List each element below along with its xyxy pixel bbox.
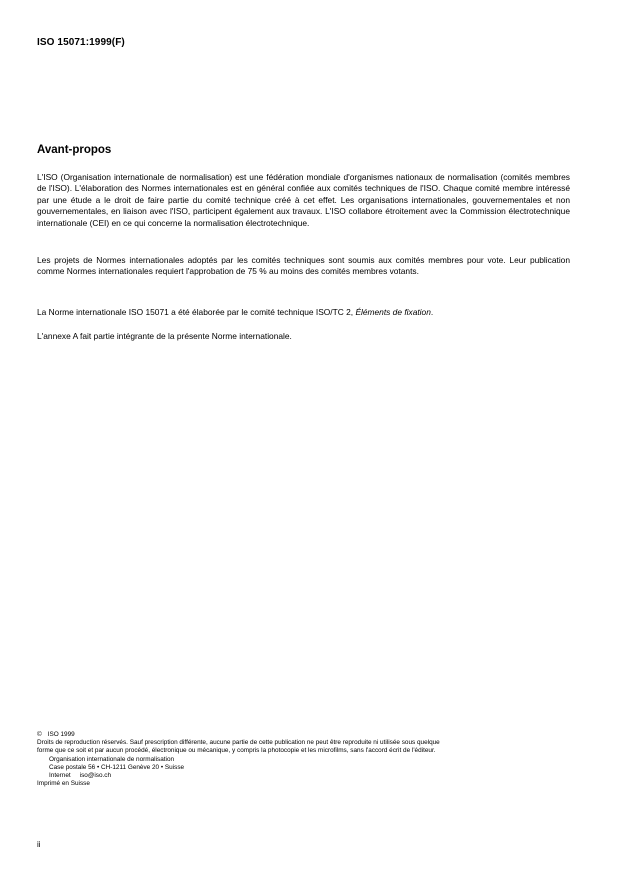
internet-line [37,772,582,780]
foreword-paragraph-1: L'ISO (Organisation internationale de normalisation) est une fédération mondiale d'organismes nationaux de normalisation (comités membres de l'ISO). L'élaboration des Normes internationales est en général confiée aux comités techniques de l'ISO. Chaque comité membre intéressé par une étude a le droit de faire partie du comité technique créé à cet effet. Les organisations internationales, gouvernementales et non gouvernementales, en liaison avec l'ISO, participent également aux travaux. L'ISO collabore étroitement avec la Commission électrotechnique internationale (CEI) en ce qui concerne la normalisation électrotechnique. [37,172,570,228]
page-number: ii [37,840,41,849]
foreword-paragraph-2: Les projets de Normes internationales adoptés par les comités techniques sont soumis aux comités membres pour vote. Leur publication comme Normes internationales requiert l'approbation de 75 % au moins des comités membres votants. [37,255,570,277]
printed-in: Imprimé en Suisse [37,780,90,788]
postal-address: Case postale 56 • CH-1211 Genève 20 • Suisse [49,763,185,771]
internet-email: iso@iso.ch [79,772,112,780]
copyright-symbol: © [37,731,42,738]
paragraph-3-end: . [430,307,434,317]
foreword-paragraph-4: L'annexe A fait partie intégrante de la présente Norme internationale. [37,331,292,341]
copyright-block [37,731,582,788]
paragraph-3-text: La Norme internationale ISO 15071 a été élaborée par le comité technique ISO/TC 2, [37,307,356,317]
foreword-paragraph-3 [37,307,570,318]
foreword-title: Avant-propos [37,144,112,156]
committee-title: Éléments de fixation [355,307,431,317]
organization-name: Organisation internationale de normalisation [49,755,175,763]
copyright-year-line [37,731,582,739]
document-id-header: ISO 15071:1999(F) [37,37,125,48]
copyright-year: ISO 1999 [47,731,75,738]
rights-line-1: Droits de reproduction réservés. Sauf prescription différente, aucune partie de cette publication ne peut être reproduite ni utilisée sous quelque [37,739,440,747]
rights-line-2: forme que ce soit et par aucun procédé, électronique ou mécanique, y compris la photocopie et les microfilms, sans l'accord écrit de l'éditeur. [37,747,436,755]
internet-label: Internet [49,772,71,780]
